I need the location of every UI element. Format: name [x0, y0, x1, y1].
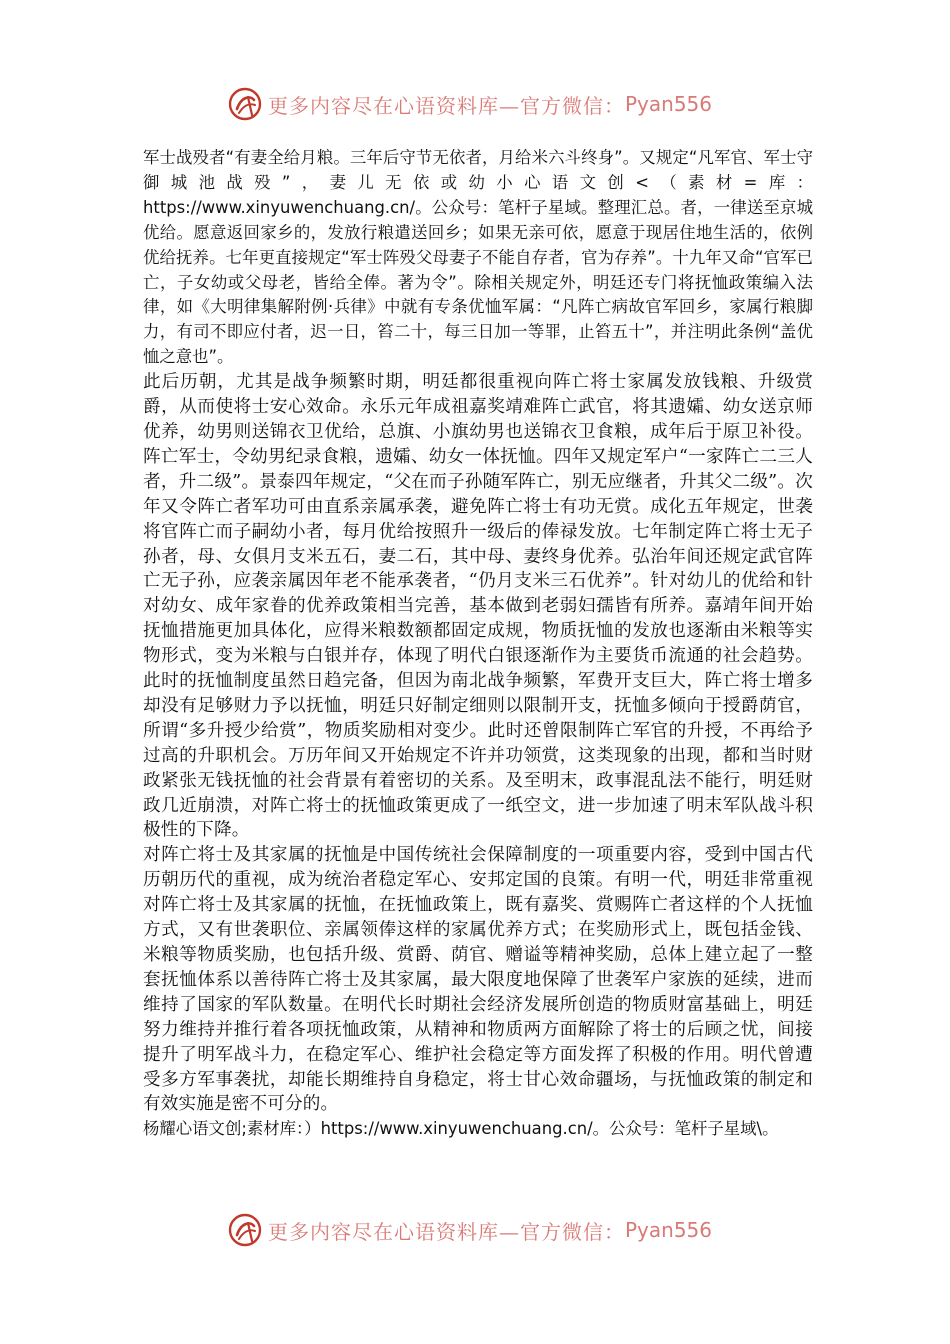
banner-text: 更多内容尽在心语资料库—官方微信：	[268, 93, 625, 118]
banner-wechat-id: Pyan556	[625, 92, 713, 116]
source-line: 杨耀心语文创;素材库：）https://www.xinyuwenchuang.cn/。公众号：笔杆子星域\。	[143, 1119, 779, 1139]
document-body	[143, 146, 813, 1142]
banner-wechat-id: Pyan556	[625, 1218, 713, 1242]
banner-text: 更多内容尽在心语资料库—官方微信：	[268, 1219, 625, 1244]
red-swirl-logo-icon	[228, 1213, 262, 1247]
paragraph-2: 此后历朝，尤其是战争频繁时期，明廷都很重视向阵亡将士家属发放钱粮、升级赏爵，从而使将士安心效命。永乐元年成祖嘉奖靖难阵亡武官，将其遗孀、幼女送京师优养，幼男则送锦衣卫优给，总旗、小旗幼男也送锦衣卫食粮，成年后于原卫补役。阵亡军士，令幼男纪录食粮，遗孀、幼女一体抚恤。四年又规定军户“一家阵亡二三人者，升二级”。景泰四年规定，“父在而子孙随军阵亡，别无应继者，升其父二级”。次年又令阵亡者军功可由直系亲属承袭，避免阵亡将士有功无赏。成化五年规定，世袭将官阵亡而子嗣幼小者，每月优给按照升一级后的俸禄发放。七年制定阵亡将士无子孙者，母、女俱月支米五石，妻二石，其中母、妻终身优养。弘治年间还规定武官阵亡无子孙，应袭亲属因年老不能承袭者，“仍月支米三石优养”。针对幼儿的优给和针对幼女、成年家眷的优养政策相当完善，基本做到老弱妇孺皆有所养。嘉靖年间开始抚恤措施更加具体化，应得米粮数额都固定成规，物质抚恤的发放也逐渐由米粮等实物形式，变为米粮与白银并存，体现了明代白银逐渐作为主要货币流通的社会趋势。此时的抚恤制度虽然日趋完备，但因为南北战争频繁，军费开支巨大，阵亡将士增多却没有足够财力予以抚恤，明廷只好制定细则以限制开支，抚恤多倾向于授爵荫官，所谓“多升授少给赏”，物质奖励相对变少。此时还曾限制阵亡军官的升授，不再给予过高的升职机会。万历年间又开始规定不许并功领赏，这类现象的出现，都和当时财政紧张无钱抚恤的社会背景有着密切的关系。及至明末，政事混乱法不能行，明廷财政几近崩溃，对阵亡将士的抚恤政策更成了一纸空文，进一步加速了明末军队战斗积极性的下降。	[143, 372, 813, 841]
header-banner	[228, 86, 712, 122]
red-swirl-logo-icon	[228, 87, 262, 121]
paragraph-3: 对阵亡将士及其家属的抚恤是中国传统社会保障制度的一项重要内容，受到中国古代历朝历代的重视，成为统治者稳定军心、安邦定国的良策。有明一代，明廷非常重视对阵亡将士及其家属的抚恤，在抚恤政策上，既有嘉奖、赏赐阵亡者这样的个人抚恤方式，又有世袭职位、亲属领俸这样的家属优养方式；在奖励形式上，既包括金钱、米粮等物质奖励，也包括升级、赏爵、荫官、赠谥等精神奖励，总体上建立起了一整套抚恤体系以善待阵亡将士及其家属，最大限度地保障了世袭军户家族的延续，进而维持了国家的军队数量。在明代长时期社会经济发展所创造的物质财富基础上，明廷努力维持并推行着各项抚恤政策，从精神和物质两方面解除了将士的后顾之忧，间接提升了明军战斗力，在稳定军心、维护社会稳定等方面发挥了积极的作用。明代曾遭受多方军事袭扰，却能长期维持自身稳定，将士甘心效命疆场，与抚恤政策的制定和有效实施是密不可分的。	[143, 845, 813, 1115]
paragraph-1: 军士战殁者“有妻全给月粮。三年后守节无依者，月给米六斗终身”。又规定“凡军官、军士守御城池战殁”，妻儿无依或幼小心语文创<（素材=库：https://www.xinyuwenchuang.cn/。公众号：笔杆子星域。整理汇总。者，一律送至京城优给。愿意返回家乡的，发放行粮遣送回乡；如果无亲可依，愿意于现居住地生活的，依例优给抚养。七年更直接规定“军士阵殁父母妻子不能自存者，官为存养”。十九年又命“官军已亡，子女幼或父母老，皆给全俸。著为令”。除相关规定外，明廷还专门将抚恤政策编入法律，如《大明律集解附例·兵律》中就有专条优恤军属：“凡阵亡病故官军回乡，家属行粮脚力，有司不即应付者，迟一日，笞二十，每三日加一等罪，止笞五十”，并注明此条例“盖优恤之意也”。	[143, 148, 813, 367]
footer-banner	[228, 1212, 712, 1248]
